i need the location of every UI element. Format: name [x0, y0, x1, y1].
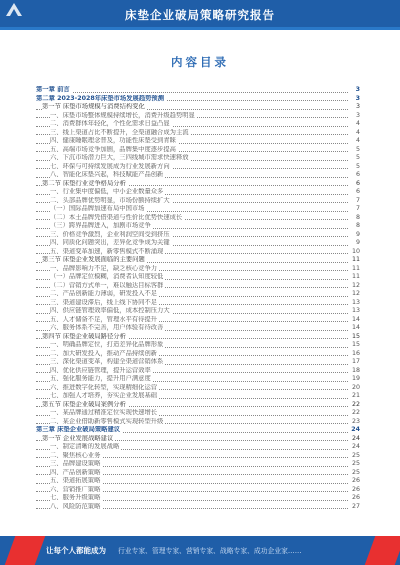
toc-entry-label: 五、强化服务能力，提升用户满意度	[50, 375, 151, 382]
toc-entry[interactable]	[36, 443, 360, 452]
toc-entry[interactable]	[36, 197, 360, 206]
toc-entry[interactable]	[36, 384, 360, 393]
toc-entry[interactable]	[36, 316, 360, 325]
toc-page-number: 23	[348, 418, 360, 427]
toc-page-number: 25	[348, 469, 360, 478]
toc-entry-label: 五、渠道变革加速，新零售模式不断涌现	[50, 247, 164, 255]
toc-entry[interactable]	[36, 129, 360, 138]
toc-entry[interactable]	[36, 486, 360, 495]
footer-slogan: 让每个人都能成为	[46, 546, 106, 555]
toc-page-number: 3	[348, 95, 360, 104]
toc-entry[interactable]	[36, 452, 360, 461]
toc-page-number: 14	[348, 316, 360, 325]
toc-page-number: 5	[348, 146, 360, 155]
toc-page-number: 19	[348, 375, 360, 384]
toc-page-number: 10	[348, 248, 360, 257]
toc-entry-label: 八、风险防范策略	[50, 502, 101, 510]
toc-entry-label: 六、营销推广策略	[50, 485, 101, 493]
toc-page-number: 7	[348, 205, 360, 214]
toc-entry[interactable]	[36, 435, 360, 444]
toc-page-number: 3	[348, 86, 360, 95]
footer-tags: 行业专家、管理专家、营销专家、战略专家、成功企业家……	[118, 547, 302, 555]
toc-entry[interactable]	[36, 307, 360, 316]
toc-leader-dots	[36, 92, 348, 93]
toc-entry-label: （三）跨界品牌进入，加剧市场竞争	[50, 222, 151, 229]
toc-entry-label: 四、供应链管理效率偏低，成本控制压力大	[50, 307, 170, 314]
toc-entry-label: 五、高端市场竞争加剧，品牌集中度逐步提高	[50, 145, 176, 153]
toc-entry[interactable]	[36, 222, 360, 231]
toc-page-number: 5	[348, 163, 360, 172]
toc-entry-label: 一、明确品牌定位，打造差异化品牌形象	[50, 341, 164, 348]
toc-page-number: 4	[348, 137, 360, 146]
toc-page-number: 13	[348, 299, 360, 308]
toc-page-number: 11	[348, 265, 360, 274]
toc-page-number: 12	[348, 290, 360, 299]
toc-entry-label: 第一节 床垫市场规模与消费结构变化	[42, 103, 145, 110]
toc-page-number: 21	[348, 392, 360, 401]
toc-entry[interactable]	[36, 248, 360, 257]
toc-entry[interactable]	[36, 120, 360, 129]
toc-entry-label: 三、深化渠道变革，构建全渠道营销体系	[50, 358, 164, 365]
toc-entry[interactable]	[36, 265, 360, 274]
toc-page-number: 25	[348, 460, 360, 469]
toc-page-number: 18	[348, 367, 360, 376]
toc-entry[interactable]	[36, 494, 360, 503]
toc-entry-label: 四、产品创新策略	[50, 468, 101, 476]
toc-entry-label: 一、某品牌通过精准定位实现快速增长	[50, 409, 158, 416]
toc-entry-label: 一、行业集中度偏低，中小企业数量众多	[50, 188, 164, 195]
toc-page-number: 3	[348, 103, 360, 112]
toc-page-number: 8	[348, 222, 360, 231]
toc-page-number: 8	[348, 214, 360, 223]
toc-page-number: 22	[348, 401, 360, 410]
toc-entry-label: 二、消费群体年轻化，个性化需求日益凸显	[50, 120, 170, 127]
toc-entry[interactable]	[36, 401, 360, 410]
toc-entry[interactable]	[36, 86, 360, 95]
toc-entry[interactable]	[36, 299, 360, 308]
toc-entry-label: 二、某企业借助新零售模式实现转型升级	[50, 417, 164, 425]
toc-entry[interactable]	[36, 188, 360, 197]
toc-page-number: 7	[348, 197, 360, 206]
toc-entry[interactable]	[36, 282, 360, 291]
toc-page-number: 24	[348, 443, 360, 452]
toc-entry-label: 第三章 床垫企业破局策略建议	[36, 426, 121, 433]
toc-entry[interactable]	[36, 163, 360, 172]
toc-page-number: 24	[348, 435, 360, 444]
toc-entry-label: （二）本土品牌凭借渠道与性价比优势快速成长	[50, 213, 183, 221]
toc-entry-label: 七、服务升级策略	[50, 494, 101, 501]
toc-page-number: 3	[348, 112, 360, 121]
toc-entry[interactable]	[36, 409, 360, 418]
toc-entry-label: 三、线上渠道占比不断提升，全渠道融合成为主流	[50, 128, 189, 136]
toc-entry[interactable]	[36, 460, 360, 469]
toc-page-number: 5	[348, 154, 360, 163]
toc-entry-label: 一、床垫市场整体规模持续增长，消费升级趋势明显	[50, 111, 195, 119]
toc-entry[interactable]	[36, 231, 360, 240]
toc-entry[interactable]	[36, 112, 360, 121]
toc-entry[interactable]	[36, 273, 360, 282]
toc-page-number: 26	[348, 486, 360, 495]
toc-entry[interactable]	[36, 205, 360, 214]
toc-entry[interactable]	[36, 171, 360, 180]
toc-page-number: 26	[348, 477, 360, 486]
toc-entry[interactable]	[36, 256, 360, 265]
toc-page-number: 4	[348, 120, 360, 129]
toc-entry-label: 三、品牌建设策略	[50, 460, 101, 467]
toc-entry[interactable]	[36, 350, 360, 359]
toc-page-number: 24	[348, 426, 360, 435]
toc-page-number: 6	[348, 188, 360, 197]
toc-entry-label: 第一节 企业发展战略建议	[42, 434, 114, 442]
toc-entry[interactable]	[36, 392, 360, 401]
toc-entry[interactable]	[36, 333, 360, 342]
toc-page-number: 15	[348, 341, 360, 350]
toc-entry-label: 六、服务体系不完善，用户体验有待改善	[50, 324, 164, 331]
toc-entry[interactable]	[36, 95, 360, 104]
toc-page-number: 11	[348, 256, 360, 265]
toc-entry-label: 一、品牌影响力不足，缺乏核心竞争力	[50, 264, 158, 272]
toc-entry[interactable]	[36, 358, 360, 367]
table-of-contents	[36, 86, 360, 511]
toc-entry[interactable]	[36, 469, 360, 478]
toc-entry[interactable]	[36, 137, 360, 146]
toc-title: 内容目录	[171, 55, 229, 69]
toc-entry-label: 八、智能化床垫兴起，科技赋能产品创新	[50, 171, 164, 178]
toc-entry-label: 二、产品创新能力薄弱，研发投入不足	[50, 290, 158, 297]
toc-entry[interactable]	[36, 146, 360, 155]
toc-entry[interactable]	[36, 324, 360, 333]
toc-entry[interactable]	[36, 154, 360, 163]
toc-entry-label: 四、优化供应链管理，提升运营效率	[50, 366, 151, 374]
toc-entry[interactable]	[36, 418, 360, 427]
toc-entry-label: 一、制定清晰的发展战略	[50, 443, 120, 450]
toc-entry-label: 六、下沉市场潜力巨大，三四线城市需求快速释放	[50, 154, 189, 161]
toc-entry[interactable]	[36, 477, 360, 486]
toc-page-number: 16	[348, 350, 360, 359]
toc-entry-label: 六、推进数字化转型，实现精细化运营	[50, 383, 158, 391]
footer-stripe-right	[365, 536, 400, 565]
header-bar	[0, 0, 400, 30]
toc-page-number: 11	[348, 273, 360, 282]
toc-entry-label: 第二节 床垫行业竞争格局分析	[42, 179, 126, 187]
toc-page-number: 4	[348, 129, 360, 138]
toc-page-number: 27	[348, 503, 360, 512]
toc-page-number: 9	[348, 231, 360, 240]
toc-entry-label: 五、渠道拓展策略	[50, 477, 101, 484]
toc-entry-label: 第二章 2023-2028年床垫市场发展趋势预测	[36, 94, 165, 102]
toc-entry-label: 二、头部品牌优势明显，市场份额持续扩大	[50, 196, 170, 204]
toc-entry-label: 四、同质化问题突出，差异化竞争成为关键	[50, 239, 170, 246]
toc-entry[interactable]	[36, 375, 360, 384]
toc-page-number: 17	[348, 358, 360, 367]
toc-page-number: 26	[348, 494, 360, 503]
toc-page-number: 25	[348, 452, 360, 461]
toc-page-number: 6	[348, 171, 360, 180]
toc-entry[interactable]	[36, 180, 360, 189]
footer-bar	[0, 536, 400, 565]
toc-entry[interactable]	[36, 367, 360, 376]
toc-entry-label: （一）品牌定位模糊，消费者认知度较低	[50, 273, 164, 280]
toc-page-number: 9	[348, 239, 360, 248]
toc-entry[interactable]	[36, 103, 360, 112]
toc-entry-label: 第三节 床垫企业发展面临的主要问题	[42, 256, 145, 263]
toc-entry-label: （一）国际品牌加速布局中国市场	[50, 205, 145, 212]
toc-entry-label: 第五节 床垫企业破局案例分析	[42, 400, 126, 408]
toc-entry[interactable]	[36, 503, 360, 512]
toc-entry-label: 第一章 前言	[36, 86, 70, 93]
toc-entry-label: 二、聚焦核心业务	[50, 451, 101, 459]
toc-entry-label: 七、环保与可持续发展成为行业发展新方向	[50, 162, 170, 170]
toc-entry[interactable]	[36, 341, 360, 350]
toc-entry-label: （二）营销方式单一，难以触达目标客群	[50, 281, 164, 289]
toc-page-number: 15	[348, 333, 360, 342]
toc-page-number: 14	[348, 324, 360, 333]
footer-stripe-left	[5, 536, 46, 565]
toc-entry[interactable]	[36, 239, 360, 248]
toc-entry-label: 三、渠道建设滞后，线上线下协同不足	[50, 298, 158, 306]
toc-entry-label: 四、健康睡眠理念普及，功能性床垫受到青睐	[50, 137, 176, 144]
toc-page-number: 6	[348, 180, 360, 189]
toc-entry-label: 七、加强人才培养，夯实企业发展基础	[50, 392, 158, 399]
toc-page-number: 12	[348, 282, 360, 291]
header-divider	[0, 27, 400, 30]
toc-entry[interactable]	[36, 426, 360, 435]
toc-entry[interactable]	[36, 290, 360, 299]
toc-page-number: 20	[348, 384, 360, 393]
toc-entry[interactable]	[36, 214, 360, 223]
toc-page-number: 13	[348, 307, 360, 316]
toc-entry-label: 三、价格竞争激烈，企业利润空间受到挤压	[50, 230, 170, 238]
report-title: 床垫企业破局策略研究报告	[125, 8, 275, 22]
toc-entry-label: 第四节 床垫企业破局路径分析	[42, 332, 126, 340]
toc-entry-label: 五、人才储备不足，管理水平有待提升	[50, 315, 158, 323]
toc-page-number: 22	[348, 409, 360, 418]
toc-entry-label: 二、加大研发投入，推动产品持续创新	[50, 349, 158, 357]
